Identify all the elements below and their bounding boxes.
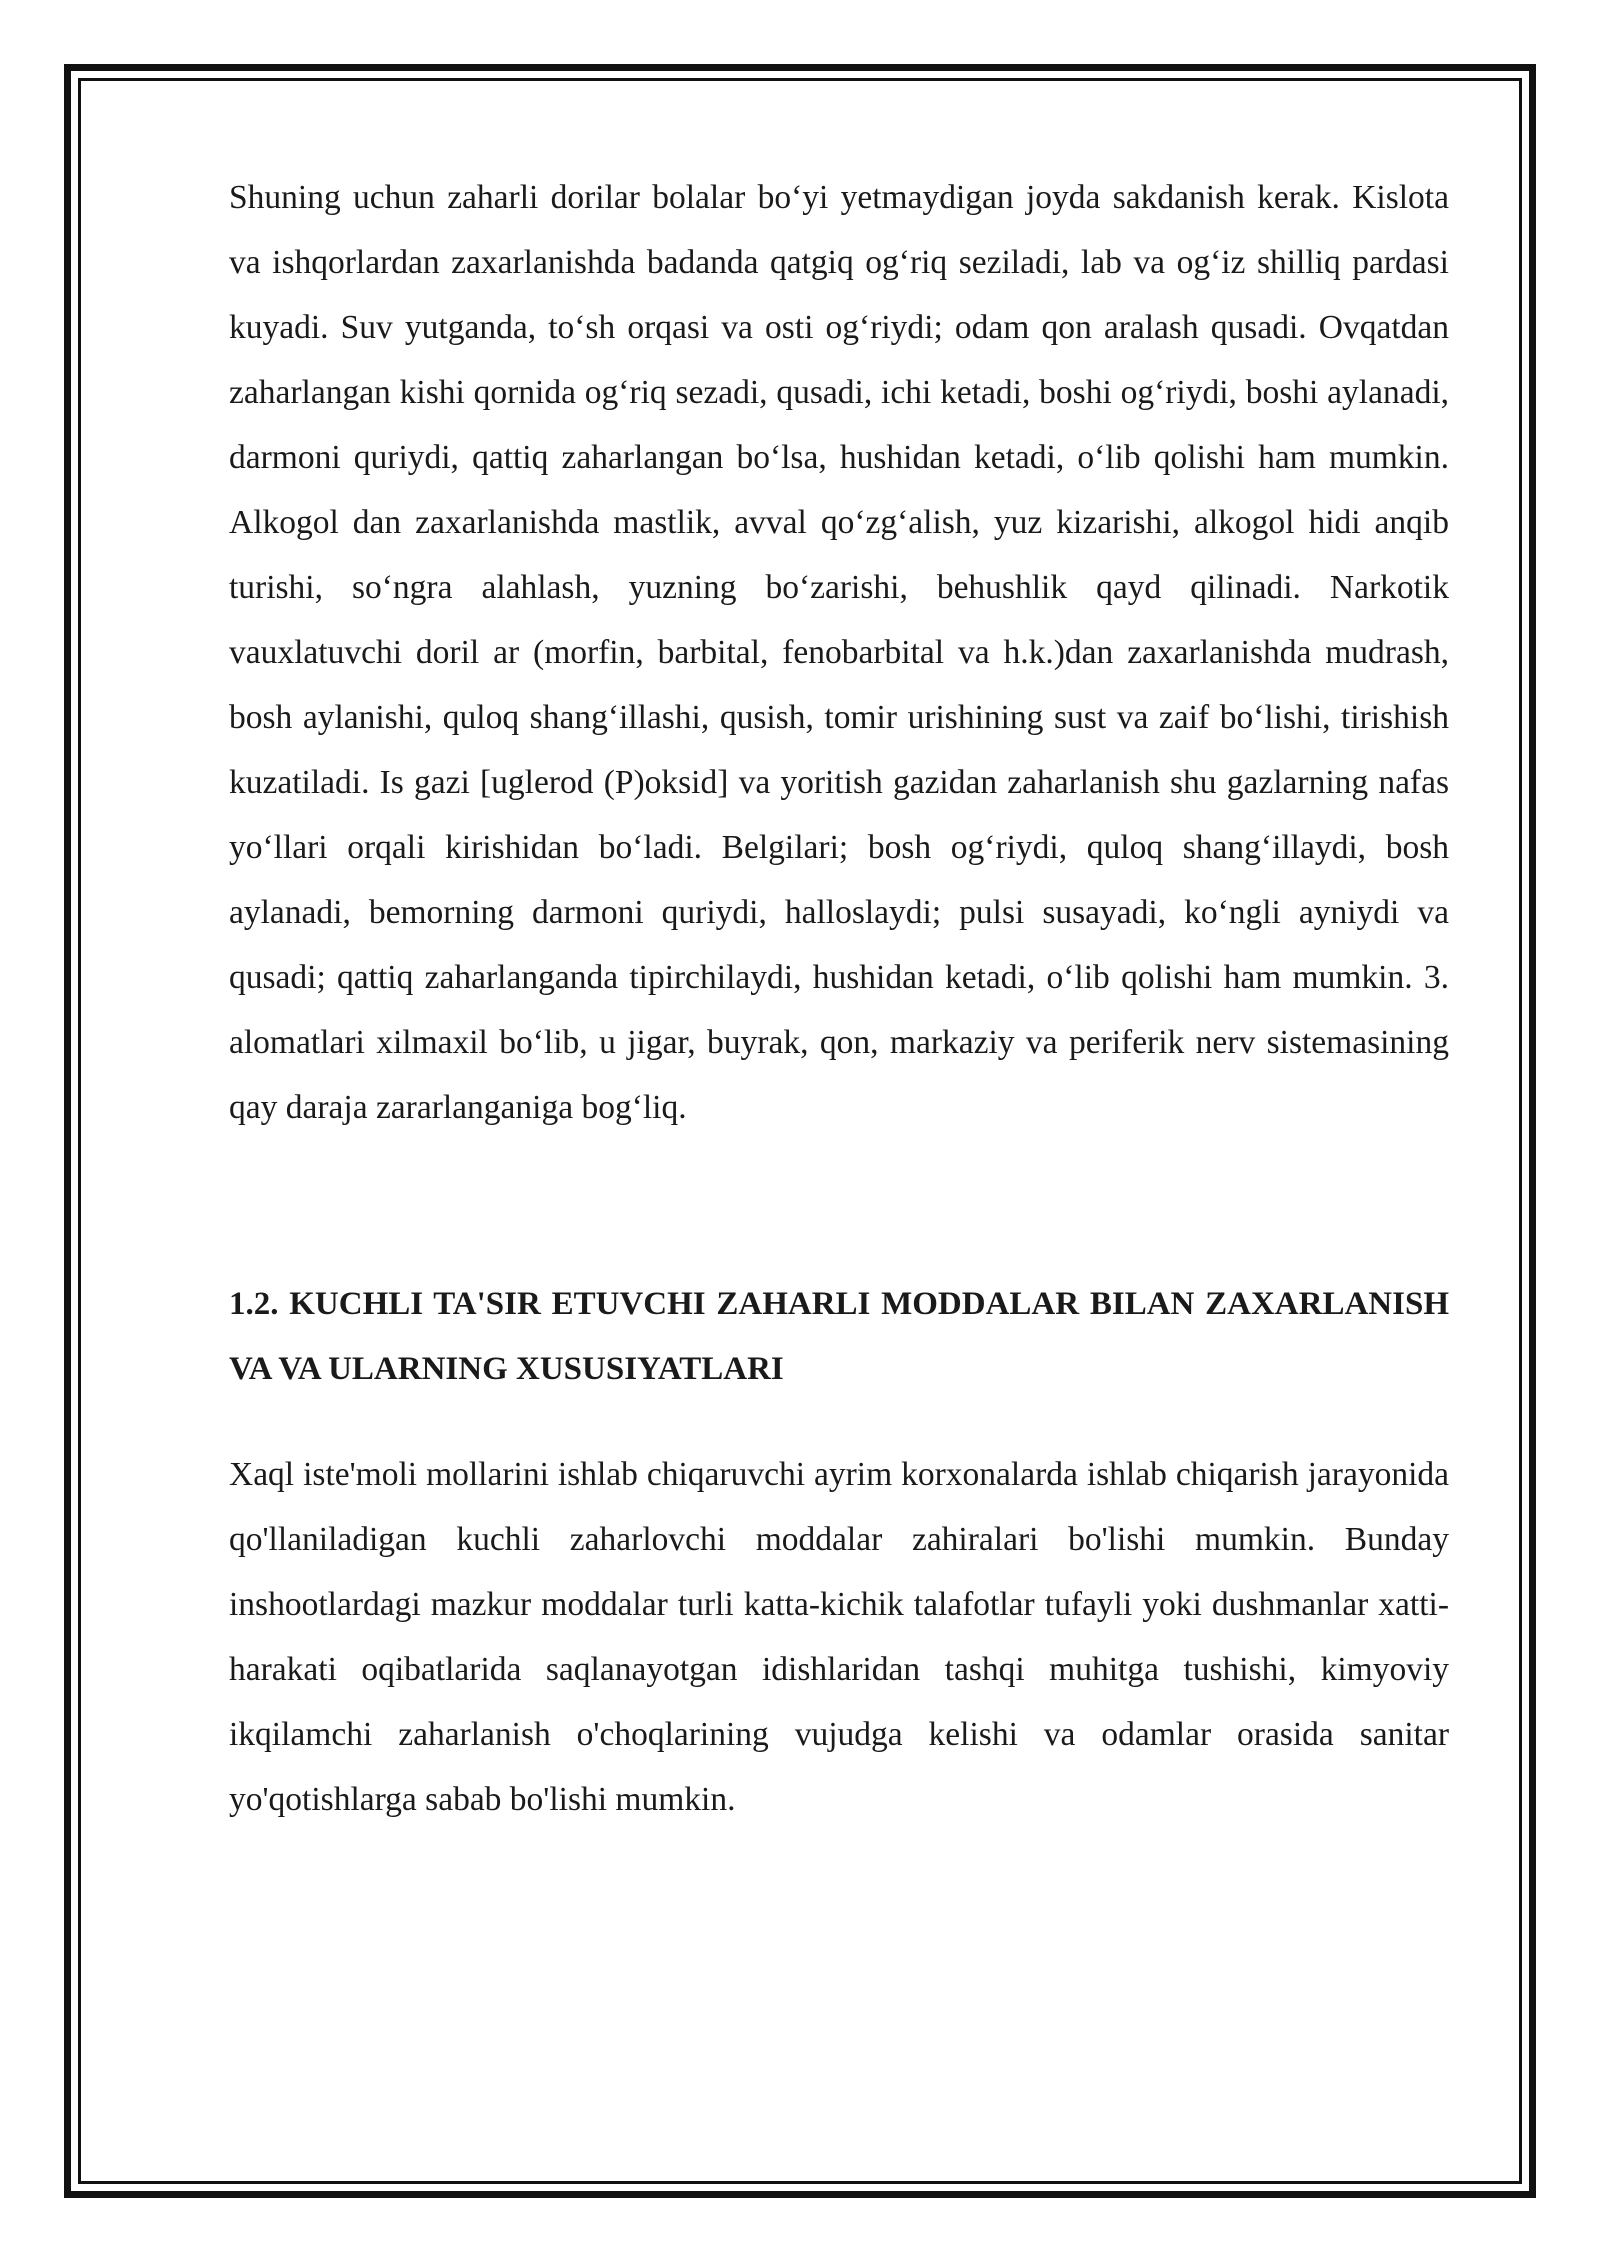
section-heading: 1.2. KUCHLI TA'SIR ETUVCHI ZAHARLI MODDALAR BILAN ZAXARLANISH VA VA ULARNING XUSUSIYATLARI — [229, 1286, 1449, 1387]
body-paragraph-2: Xaql iste'moli mollarini ishlab chiqaruvchi ayrim korxonalarda ishlab chiqarish jarayonida qo'llaniladigan kuchli zaharlovchi moddalar zahiralari bo'lishi mumkin. Bunday inshootlardagi mazkur moddalar turli katta-kichik talafotlar tufayli yoki dushmanlar xatti-harakati oqibatlarida saqlanayotgan idishlaridan tashqi muhitga tushishi, kimyoviy ikqilamchi zaharlanish o'choqlarining vujudga kelishi va odamlar orasida sanitar yo'qotishlarga sabab bo'lishi mumkin. — [229, 1456, 1449, 1818]
document-body — [229, 165, 1449, 1832]
body-paragraph-1: Shuning uchun zaharli dorilar bolalar bo‘yi yetmaydigan joyda sakdanish kerak. Kislota va ishqorlardan zaxarlanishda badanda qatgiq og‘riq seziladi, lab va og‘iz shilliq pardasi kuyadi. Suv yutganda, to‘sh orqasi va osti og‘riydi; odam qon aralash qusadi. Ovqatdan zaharlangan kishi qornida og‘riq sezadi, qusadi, ichi ketadi, boshi og‘riydi, boshi aylanadi, darmoni quriydi, qattiq zaharlangan bo‘lsa, hushidan ketadi, o‘lib qolishi ham mumkin. Alkogol dan zaxarlanishda mastlik, avval qo‘zg‘alish, yuz kizarishi, alkogol hidi anqib turishi, so‘ngra alahlash, yuzning bo‘zarishi, behushlik qayd qilinadi. Narkotik vauxlatuvchi doril ar (morfin, barbital, fenobarbital va h.k.)dan zaxarlanishda mudrash, bosh aylanishi, quloq shang‘illashi, qusish, tomir urishining sust va zaif bo‘lishi, tirishish kuzatiladi. Is gazi [uglerod (P)oksid] va yoritish gazidan zaharlanish shu gazlarning nafas yo‘llari orqali kirishidan bo‘ladi. Belgilari; bosh og‘riydi, quloq shang‘illaydi, bosh aylanadi, bemorning darmoni quriydi, halloslaydi; pulsi susayadi, ko‘ngli ayniydi va qusadi; qattiq zaharlanganda tipirchilaydi, hushidan ketadi, o‘lib qolishi ham mumkin. 3. alomatlari xilmaxil bo‘lib, u jigar, buyrak, qon, markaziy va periferik nerv sistemasining qay daraja zararlanganiga bog‘liq. — [229, 179, 1449, 1126]
